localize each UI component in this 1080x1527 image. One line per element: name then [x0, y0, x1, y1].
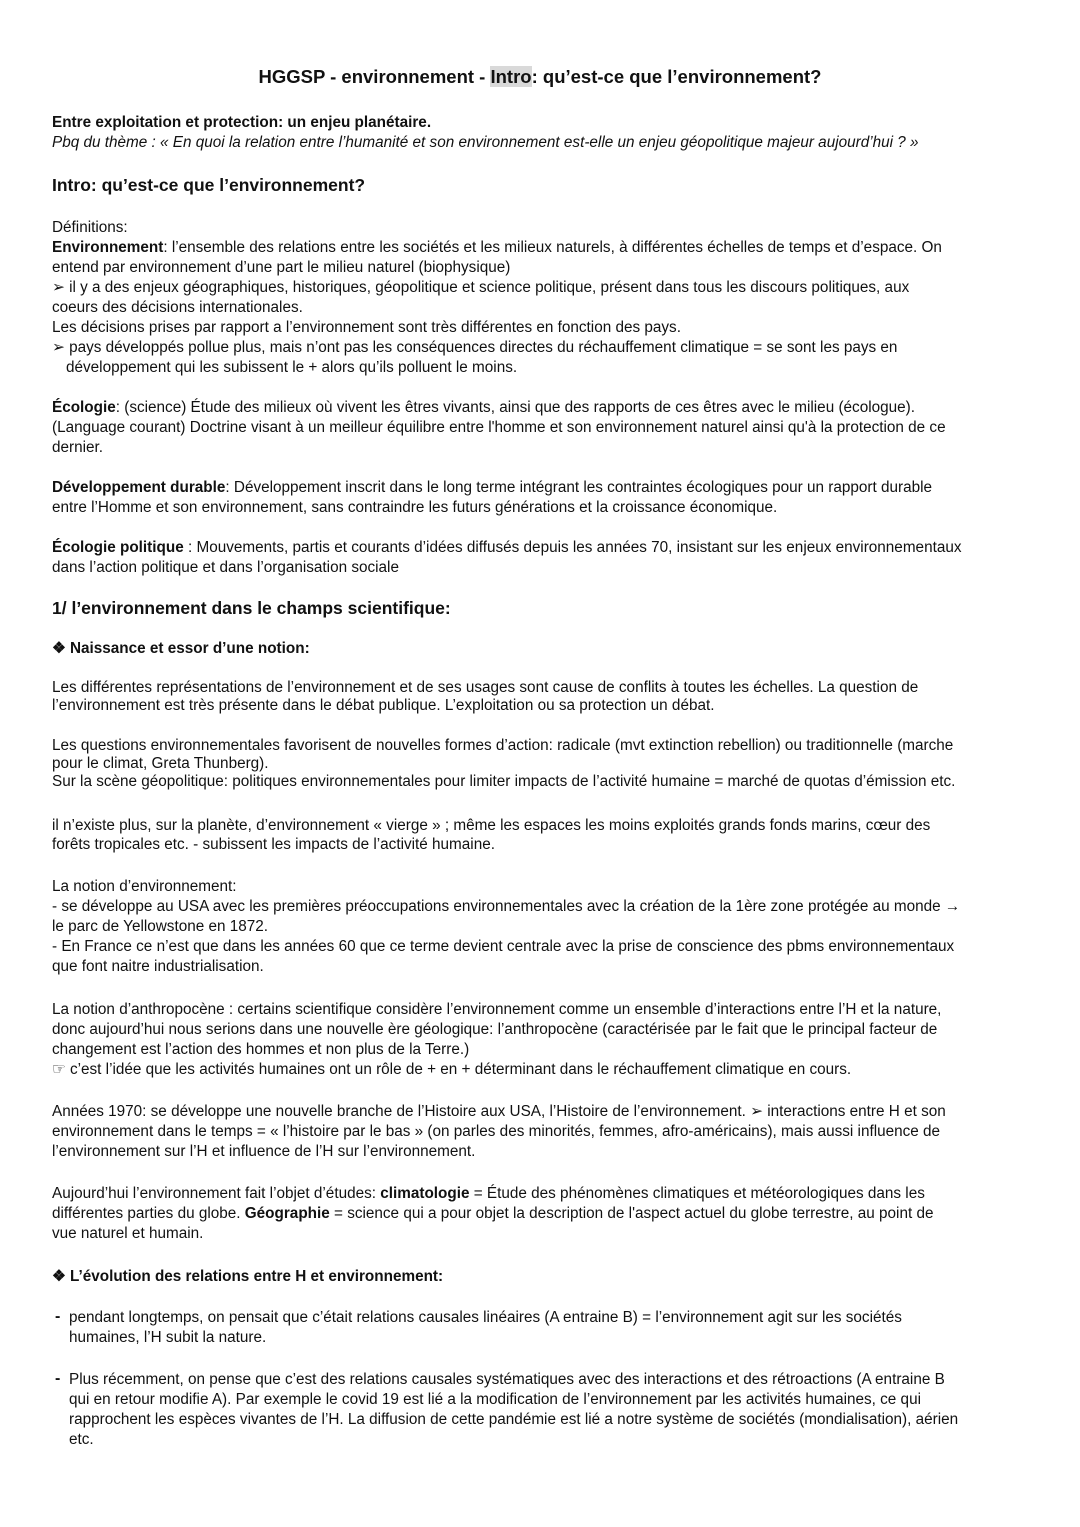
text-segment: pendant longtemps, on pensait que c’était relations causales linéaires (A entraine B) = l’environnement agit sur les sociétés	[69, 1309, 902, 1326]
text-segment: développement qui les subissent le + alors qu’ils polluent le moins.	[66, 359, 518, 376]
paragraph	[52, 877, 1042, 977]
text-segment: rapprochent les espèces vivantes de l’H. La diffusion de cette pandémie est lié a notre système de sociétés (mondialisation), aérien	[69, 1411, 959, 1428]
text-line	[52, 538, 1042, 558]
text-line	[52, 639, 1042, 659]
text-line	[52, 755, 1042, 773]
list-bullet: -	[55, 1370, 61, 1387]
text-line	[52, 498, 1042, 518]
text-segment: - En France ce n’est que dans les années 60 que ce terme devient centrale avec la prise de conscience des pbms environnementaux	[52, 938, 955, 955]
text-segment: l’environnement sur l’H et influence de l’H sur l’environnement.	[52, 1143, 476, 1160]
text-line	[52, 773, 1042, 791]
text-segment: : l’ensemble des relations entre les sociétés et les milieux naturels, à différentes échelles de temps et d’espace. On	[163, 239, 942, 256]
text-segment: forêts tropicales etc. - subissent les impacts de l’activité humaine.	[52, 836, 495, 853]
text-segment: Les décisions prises par rapport a l’environnement sont très différentes en fonction des pays.	[52, 319, 681, 336]
paragraph	[52, 1000, 1042, 1080]
text-line	[52, 877, 1042, 897]
bold-term: Écologie politique	[52, 539, 184, 556]
paragraph	[52, 679, 1042, 715]
text-segment: La notion d’environnement:	[52, 878, 237, 895]
text-segment: humaines, l’H subit la nature.	[69, 1329, 267, 1346]
text-segment: : Mouvements, partis et courants d’idées diffusés depuis les années 70, insistant sur les enjeux environnementaux	[183, 539, 962, 556]
text-segment: entend par environnement d’une part le milieu naturel (biophysique)	[52, 259, 511, 276]
text-line	[52, 173, 1042, 197]
text-line	[52, 1370, 1042, 1390]
text-line	[52, 957, 1042, 977]
list-item	[52, 1370, 1042, 1450]
text-segment: Les questions environnementales favorisent de nouvelles formes d’action: radicale (mvt extinction rebellion) ou traditionnelle (marche	[52, 737, 954, 754]
text-line	[52, 1102, 1042, 1122]
bold-term: Écologie	[52, 399, 116, 416]
text-line	[52, 596, 1042, 620]
text-line	[52, 917, 1042, 937]
text-line	[52, 1122, 1042, 1142]
text-line	[52, 737, 1042, 755]
bold-term: climatologie	[380, 1185, 470, 1202]
text-segment: le parc de Yellowstone en 1872.	[52, 918, 269, 935]
text-line	[52, 418, 1042, 438]
bold-term: 1/ l’environnement dans le champs scientifique:	[52, 598, 451, 618]
text-segment: ☞ c’est l’idée que les activités humaines ont un rôle de + en + déterminant dans le réchauffement climatique en cours.	[52, 1061, 852, 1078]
paragraph	[52, 737, 1042, 791]
bold-term: ❖ L’évolution des relations entre H et environnement:	[52, 1268, 444, 1285]
text-line	[52, 697, 1042, 715]
bold-term: Environnement	[52, 239, 164, 256]
list-item	[52, 1308, 1042, 1348]
text-segment: ➢ il y a des enjeux géographiques, historiques, géopolitique et science politique, présent dans tous les discours politiques, aux	[52, 279, 910, 296]
text-segment: (Language courant) Doctrine visant à un meilleur équilibre entre l'homme et son environnement naturel ainsi qu'à la protection de ce	[52, 419, 946, 436]
text-segment: que font naitre industrialisation.	[52, 958, 264, 975]
bold-term: Entre exploitation et protection: un enjeu planétaire.	[52, 114, 432, 131]
text-line	[52, 937, 1042, 957]
text-line	[52, 278, 1042, 298]
paragraph	[52, 1267, 1042, 1287]
text-line	[52, 1390, 1042, 1410]
text-line	[52, 358, 1042, 378]
text-line	[52, 298, 1042, 318]
text-segment: différentes parties du globe.	[52, 1205, 245, 1222]
text-segment: Aujourd’hui l’environnement fait l’objet d’études:	[52, 1185, 381, 1202]
text-line	[52, 218, 1042, 238]
text-line	[52, 1430, 1042, 1450]
text-segment: = science qui a pour objet la description de l'aspect actuel du globe terrestre, au point de	[329, 1205, 934, 1222]
text-line	[52, 897, 1042, 917]
paragraph	[52, 218, 1042, 378]
text-line	[52, 835, 1042, 854]
text-segment: Les différentes représentations de l’environnement et de ses usages sont cause de conflits à toutes les échelles. La question de	[52, 679, 919, 696]
text-segment: - se développe au USA avec les premières préoccupations environnementales avec la création de la 1ère zone protégée au monde →	[52, 898, 961, 915]
text-segment: La notion d’anthropocène : certains scientifique considère l’environnement comme un ensemble d’interactions entre l’H et la nature,	[52, 1001, 942, 1018]
text-line	[52, 1410, 1042, 1430]
text-segment: l’environnement est très présente dans le débat publique. L’exploitation ou sa protection un débat.	[52, 697, 715, 714]
bold-term: Géographie	[244, 1205, 330, 1222]
text-line	[52, 1184, 1042, 1204]
title-highlight: Intro	[490, 66, 532, 87]
text-line	[52, 258, 1042, 278]
text-line	[52, 338, 1042, 358]
text-line	[52, 1328, 1042, 1348]
text-segment: : Développement inscrit dans le long terme intégrant les contraintes écologiques pour un rapport durable	[225, 479, 933, 496]
paragraph	[52, 1102, 1042, 1162]
text-segment: coeurs des décisions internationales.	[52, 299, 303, 316]
text-segment: qui en retour modifie A). Par exemple le covid 19 est lié a la modification de l’environnement par les activités humaines, ce qui	[69, 1391, 921, 1408]
paragraph	[52, 133, 1042, 153]
text-segment: Années 1970: se développe une nouvelle branche de l’Histoire aux USA, l’Histoire de l’environnement. ➢ interactions entre H et son	[52, 1103, 946, 1120]
paragraph	[52, 398, 1042, 458]
text-segment: vue naturel et humain.	[52, 1225, 204, 1242]
bold-term: ❖ Naissance et essor d’une notion:	[52, 640, 310, 657]
text-segment: changement est l’action des hommes et non plus de la Terre.)	[52, 1041, 470, 1058]
text-segment: : (science) Étude des milieux où vivent les êtres vivants, ainsi que des rapports de ces êtres avec le milieu (écologue).	[115, 399, 915, 416]
text-line	[52, 816, 1042, 835]
text-line	[52, 398, 1042, 418]
paragraph	[52, 538, 1042, 578]
text-segment: dans l’action politique et dans l’organisation sociale	[52, 559, 399, 576]
text-line	[52, 238, 1042, 258]
text-line	[52, 1267, 1042, 1287]
text-line	[52, 1040, 1042, 1060]
list-bullet: -	[55, 1308, 61, 1325]
text-line	[52, 1142, 1042, 1162]
paragraph	[52, 1184, 1042, 1244]
text-line	[52, 1204, 1042, 1224]
text-line	[52, 113, 1042, 133]
text-line	[52, 1000, 1042, 1020]
text-segment: = Étude des phénomènes climatiques et météorologiques dans les	[469, 1185, 925, 1202]
text-line	[52, 478, 1042, 498]
text-segment: Sur la scène géopolitique: politiques environnementales pour limiter impacts de l’activité humaine = marché de quotas d’émission etc.	[52, 773, 956, 790]
paragraph	[52, 113, 1042, 133]
text-segment: il n’existe plus, sur la planète, d’environnement « vierge » ; même les espaces les moins exploités grands fonds marins, cœur des	[52, 817, 931, 834]
bold-term: Intro: qu’est-ce que l’environnement?	[52, 175, 366, 195]
text-segment: Plus récemment, on pense que c’est des relations causales systématiques avec des interactions et des rétroactions (A entraine B	[69, 1371, 945, 1388]
text-line	[52, 679, 1042, 697]
title-suffix: : qu’est-ce que l’environnement?	[531, 66, 822, 87]
text-segment: entre l’Homme et son environnement, sans contraindre les futurs générations et la croissance économique.	[52, 499, 778, 516]
text-line	[52, 438, 1042, 458]
bold-term: Développement durable	[52, 479, 226, 496]
text-segment: dernier.	[52, 439, 104, 456]
text-line	[52, 1224, 1042, 1244]
text-segment: pour le climat, Greta Thunberg).	[52, 755, 269, 772]
section-heading	[52, 173, 1042, 197]
text-line	[52, 133, 1042, 153]
paragraph	[52, 639, 1042, 659]
text-line	[52, 318, 1042, 338]
text-segment: donc aujourd’hui nous serions dans une nouvelle ère géologique: l’anthropocène (caractérisée par le fait que le principal facteur de	[52, 1021, 938, 1038]
text-line	[52, 558, 1042, 578]
document-title	[0, 65, 1080, 89]
paragraph	[52, 478, 1042, 518]
text-segment: Définitions:	[52, 219, 128, 236]
paragraph	[52, 816, 1042, 854]
section-heading	[52, 596, 1042, 620]
title-prefix: HGGSP - environnement -	[258, 66, 491, 87]
text-segment: ➢ pays développés pollue plus, mais n’ont pas les conséquences directes du réchauffement climatique = se sont les pays en	[52, 339, 898, 356]
text-segment: etc.	[69, 1431, 94, 1448]
text-segment: environnement dans le temps = « l’histoire par le bas » (on parles des minorités, femmes, afro-américains), mais aussi influence de	[52, 1123, 941, 1140]
text-line	[52, 1020, 1042, 1040]
text-segment: Pbq du thème : « En quoi la relation entre l’humanité et son environnement est-elle un enjeu géopolitique majeur aujourd’hui ? »	[52, 134, 919, 151]
text-line	[52, 1060, 1042, 1080]
text-line	[52, 1308, 1042, 1328]
